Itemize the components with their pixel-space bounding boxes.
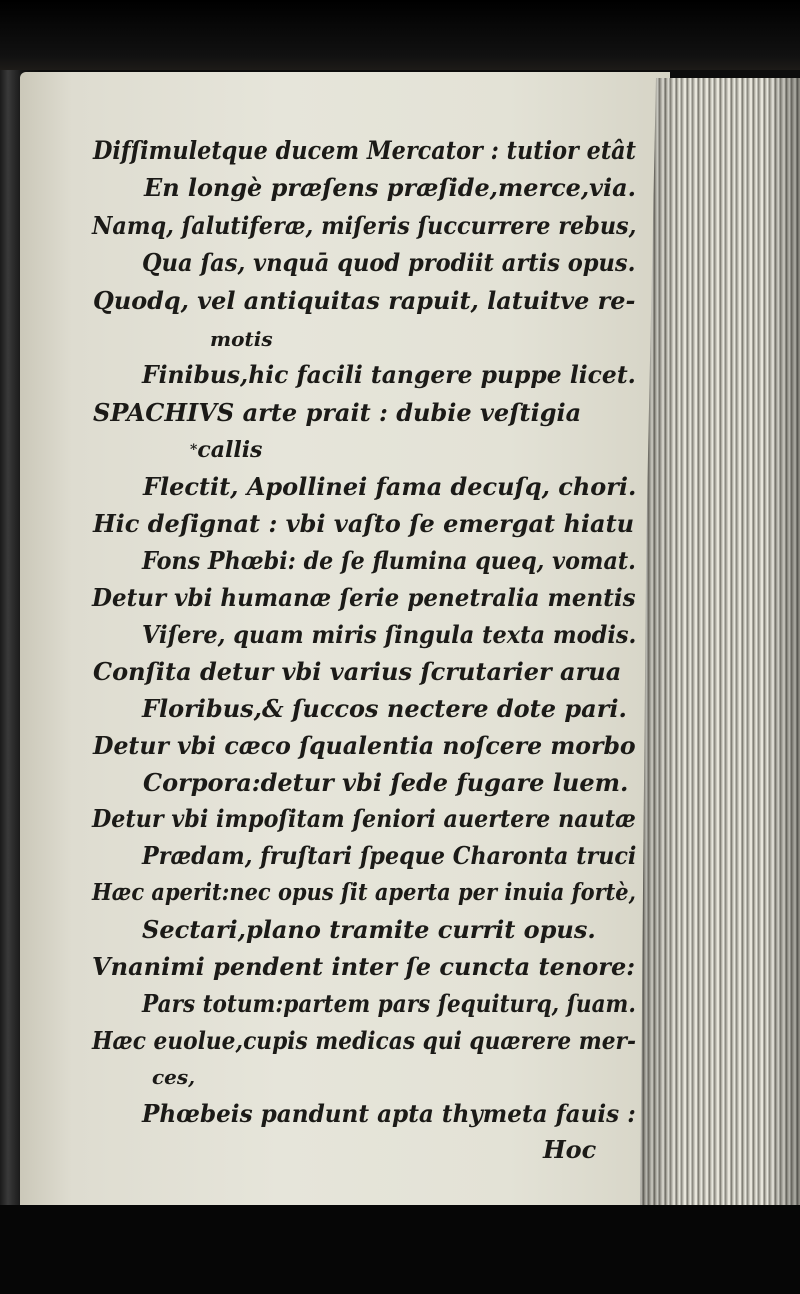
footnote-star-mark: * [190, 442, 198, 458]
poem-line-17: Detur vbi cæco ſqualentia noſcere morbo [93, 731, 636, 760]
poem-line-24: Pars totum:partem pars ſequiturq, ſuam. [142, 989, 636, 1018]
poem-line-4: Qua ſas, vnquā quod prodiit artis opus. [142, 248, 636, 277]
poem-line-12: Fons Phœbi: de ſe flumina queq, vomat. [142, 546, 636, 575]
poem-line-27: Phœbeis pandunt apta thymeta fauis : [142, 1099, 636, 1128]
catchword: Hoc [543, 1135, 597, 1164]
poem-line-7: Finibus,hic facili tangere puppe licet. [142, 360, 636, 389]
poem-line-26: ces, [152, 1065, 196, 1089]
poem-line-1: Difſimuletque ducem Mercator : tutior etât [93, 136, 636, 165]
poem-line-22: Sectari,plano tramite currit opus. [142, 915, 596, 944]
poem-line-14: Viſere, quam miris ſingula texta modis. [142, 620, 637, 649]
poem-line-15: Conſita detur vbi varius ſcrutarier arua [93, 657, 622, 686]
poem-line-20: Prædam, fruſtari ſpeque Charonta truci [142, 841, 637, 870]
poem-line-2-text: En longè præſens præſide,merce,via. [144, 173, 636, 202]
poem-line-23: Vnanimi pendent inter ſe cuncta tenore: [92, 952, 636, 981]
poem-line-13: Detur vbi humanæ ſerie penetralia mentis [92, 583, 636, 612]
poem-line-11: Hic deſignat : vbi vaſto ſe emergat hiatu [93, 509, 635, 538]
poem-line-9-text: callis [197, 437, 263, 463]
poem-line-8: SPACHIVS arte prait : dubie veſtigia [93, 398, 582, 427]
poem-line-19: Detur vbi impoſitam ſeniori auertere nautæ [92, 804, 636, 833]
poem-line-5: Quodq, vel antiquitas rapuit, latuitve re- [93, 286, 636, 315]
poem-line-16: Floribus,& ſuccos nectere dote pari. [142, 694, 627, 723]
poem-line-21: Hæc aperit:nec opus ſit aperta per inuia fortè, [92, 879, 636, 906]
poem-line-10: Flectit, Apollinei fama decuſq, chori. [143, 472, 637, 501]
poem-line-3: Namq, ſalutiferæ, miſeris ſuccurrere rebus, [92, 211, 637, 240]
poem-line-6: motis [210, 327, 273, 351]
poem-line-25: Hæc euolue,cupis medicas qui quærere mer- [92, 1026, 636, 1055]
poem-line-18: Corpora:detur vbi ſede fugare luem. [143, 768, 629, 797]
